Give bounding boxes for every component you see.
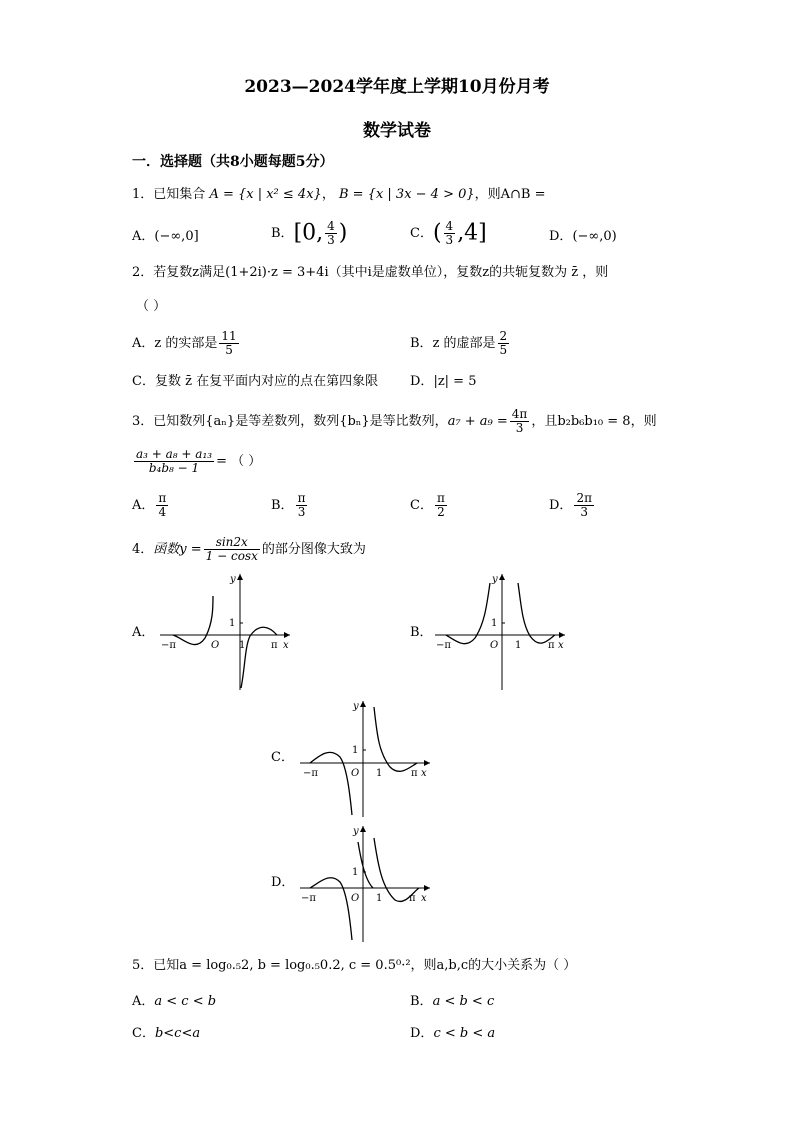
origin-label: O [211, 640, 220, 651]
option-fraction: $\frac{11}{5}$ [221, 329, 237, 357]
q5-option-d[interactable] [410, 1025, 495, 1043]
option-label: C． [410, 226, 433, 241]
question-5-stem [132, 957, 576, 975]
q3-condition: a₇ + a₉ = [447, 414, 508, 429]
tick-label-one-x: 1 [376, 768, 383, 779]
option-fraction: $\frac{4}{3}$ [445, 219, 454, 247]
tick-label-neg-pi: −π [301, 893, 316, 904]
question-number: 1． [132, 187, 154, 202]
option-text: [0, [293, 220, 324, 246]
q3-option-d[interactable] [549, 492, 596, 519]
q4-option-c-label[interactable]: C． [271, 750, 294, 765]
q3-expr-fraction: $\frac{\text{a₃ + a₈ + a₁₃}}{\text{b₄b₈ − 1}}$ [136, 447, 213, 475]
option-label: A． [132, 229, 155, 244]
option-label: B． [271, 498, 294, 513]
tick-label-one: 1 [352, 867, 359, 878]
exam-subtitle: 数学试卷 [363, 121, 431, 141]
option-text: z 的虚部是 [432, 336, 496, 351]
q4-graph-a[interactable] [155, 568, 295, 693]
q2-option-a[interactable] [132, 330, 241, 357]
q5-option-a[interactable] [132, 993, 216, 1011]
option-label: C． [132, 374, 155, 389]
option-text: a < c < b [154, 994, 217, 1009]
axis-label-y: y [353, 826, 359, 837]
q4-fraction: $\frac{\sin 2x}{1 - \cos x}$ [205, 535, 258, 563]
tick-label-neg-pi: −π [303, 768, 318, 779]
question-number: 2． [132, 265, 154, 280]
q4-option-d-label[interactable]: D． [271, 875, 295, 890]
tick-label-one-x: 1 [515, 640, 522, 651]
option-text: a < b < c [432, 994, 495, 1009]
q4-graph-c[interactable] [295, 695, 435, 820]
option-label: D． [549, 229, 573, 244]
option-fraction: $\frac{4}{3}$ [327, 219, 335, 247]
q1-set-a: A = {x | x² ≤ 4x} [209, 187, 322, 202]
q5-stem-text: 已知a = log₀.₅2, b = log₀.₅0.2, c = 0.5⁰·²，则a,b,c的大小关系为（ ） [153, 958, 577, 973]
tick-label-one-x: 1 [239, 640, 246, 651]
question-4-stem [132, 536, 366, 563]
q4-graph-d[interactable] [295, 820, 435, 945]
tick-label-one: 1 [352, 745, 359, 756]
exam-title: 2023—2024学年度上学期10月份月考 [244, 77, 550, 97]
question-number: 5． [132, 958, 154, 973]
option-text: (−∞,0) [572, 229, 617, 244]
option-fraction: $\frac{\pi}{2}$ [436, 491, 445, 519]
tick-label-pi: π [409, 893, 416, 904]
option-fraction: $\frac{\pi}{3}$ [297, 491, 306, 519]
option-text: ,4] [457, 220, 487, 246]
section-heading: 一．选择题（共8小题每题5分） [132, 154, 334, 170]
q3-stem-tail: ，且b₂b₆b₁₀ = 8，则 [531, 414, 657, 429]
option-text: c < b < a [433, 1026, 496, 1041]
option-label: D． [410, 1026, 434, 1041]
option-label: B． [410, 994, 433, 1009]
tick-label-pi: π [411, 768, 418, 779]
option-text: (−∞,0] [154, 229, 199, 244]
question-1-stem [132, 186, 546, 204]
q1-option-d[interactable] [549, 228, 617, 246]
q2-option-d[interactable] [410, 373, 476, 391]
question-3-stem [132, 408, 657, 435]
q2-option-b[interactable] [410, 330, 511, 357]
tick-label-one: 1 [491, 618, 498, 629]
q3-option-a[interactable] [132, 492, 170, 519]
option-label: D． [549, 498, 573, 513]
tick-label-one: 1 [229, 618, 236, 629]
origin-label: O [490, 640, 499, 651]
axis-label-x: x [558, 640, 564, 651]
question-number: 3． [132, 414, 154, 429]
question-number: 4． [132, 542, 154, 557]
axis-label-y: y [492, 574, 498, 585]
option-label: A． [132, 994, 155, 1009]
axis-label-x: x [421, 893, 427, 904]
option-fraction: $\frac{2\pi}{3}$ [576, 491, 592, 519]
q3-fraction: $\frac{4\pi}{3}$ [511, 407, 528, 435]
origin-label: O [351, 768, 360, 779]
tick-label-neg-pi: −π [436, 640, 451, 651]
option-fraction: $\frac{2}{5}$ [499, 329, 508, 357]
tick-label-one-x: 1 [376, 893, 383, 904]
q2-option-c[interactable] [132, 373, 378, 391]
tick-label-neg-pi: −π [161, 640, 176, 651]
q1-option-c[interactable] [410, 220, 487, 247]
option-text: ( [432, 220, 442, 246]
q1-tail: ，则A∩B = [474, 187, 546, 202]
q3-stem-text: 已知数列{aₙ}是等差数列，数列{bₙ}是等比数列， [153, 414, 448, 429]
option-text: |z| = 5 [433, 374, 477, 389]
option-label: C． [410, 498, 433, 513]
origin-label: O [351, 893, 360, 904]
axis-label-y: y [353, 701, 359, 712]
option-text: b<c<a [154, 1026, 201, 1041]
q5-option-b[interactable] [410, 993, 494, 1011]
option-label: D． [410, 374, 434, 389]
q4-function: 函数y = [153, 542, 202, 557]
q4-stem-tail: 的部分图像大致为 [261, 542, 366, 557]
option-label: A． [132, 336, 155, 351]
q1-option-a[interactable] [132, 228, 199, 246]
q4-option-b-label[interactable]: B． [410, 625, 433, 640]
option-label: C． [132, 1026, 155, 1041]
q4-graph-b[interactable] [430, 568, 570, 693]
q5-option-c[interactable] [132, 1025, 200, 1043]
option-text: ) [338, 220, 348, 246]
q2-answer-blank: （ ） [136, 299, 167, 314]
axis-label-x: x [421, 768, 427, 779]
q1-sep: ， [321, 187, 335, 202]
option-label: B． [410, 336, 433, 351]
axis-label-y: y [230, 574, 236, 585]
option-label: B． [271, 226, 294, 241]
q4-option-a-label[interactable]: A． [132, 625, 155, 640]
axis-label-x: x [283, 640, 289, 651]
option-label: A． [132, 498, 155, 513]
q1-option-b[interactable] [271, 220, 347, 247]
q3-option-b[interactable] [271, 492, 309, 519]
q3-expr-tail: = （ ） [216, 454, 262, 469]
tick-label-pi: π [548, 640, 555, 651]
q3-expression [132, 448, 261, 475]
q1-stem-text: 已知集合 [153, 187, 206, 202]
q3-option-c[interactable] [410, 492, 449, 519]
q2-stem-text: 若复数z满足(1+2i)·z = 3+4i（其中i是虚数单位），复数z的共轭复数为 z̄ ，则 [153, 265, 609, 280]
tick-label-pi: π [271, 640, 278, 651]
question-2-stem [132, 264, 608, 282]
option-text: 复数 z̄ 在复平面内对应的点在第四象限 [154, 374, 379, 389]
option-text: z 的实部是 [154, 336, 218, 351]
option-fraction: $\frac{\pi}{4}$ [158, 491, 167, 519]
q1-set-b: B = {x | 3x − 4 > 0} [338, 187, 475, 202]
